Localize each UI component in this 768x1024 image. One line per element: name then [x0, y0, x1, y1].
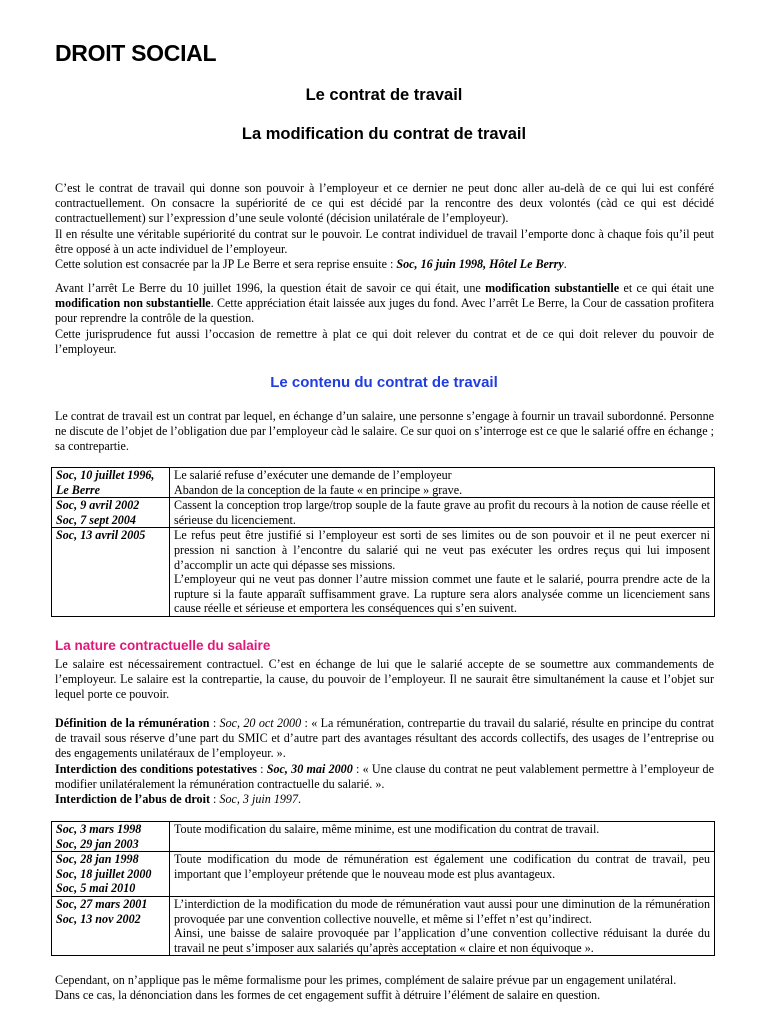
case-reference: Soc, 20 oct 2000	[219, 716, 302, 730]
case-reference-cell	[52, 896, 170, 955]
case-reference: Soc, 27 mars 2001	[56, 896, 148, 911]
case-reference: Soc, 3 mars 1998	[56, 822, 142, 836]
case-reference-cell	[52, 468, 170, 498]
definition-potestatives: Interdiction des conditions potestatives : Soc, 30 mai 2000 : « Une clause du contrat ne peut valablement permettre à l’employeur de modifier unilatéralement la rémunération contractuelle du salarié. ».	[55, 761, 714, 791]
case-reference: Soc, 16 juin 1998, Hôtel Le Berry	[396, 257, 564, 272]
case-description: Cassent la conception trop large/trop souple de la faute grave au profit du recours à la notion de cause réelle et sérieuse du licenciement.	[174, 498, 710, 527]
cependant-paragraph-1: Cependant, on n’applique pas le même formalisme pour les primes, complément de salaire prévue par un engagement unilatéral.	[55, 973, 677, 987]
avant-paragraph-1: Avant l’arrêt Le Berre du 10 juillet 1996, la question était de savoir ce qui était, une modification substantielle et ce qui était une modification non substantielle. Cette appréciation était laissée aux juges du fond. Avec l’arrêt Le Berre, la Cour de cassation profitera pour reprendre la contrôle de la question.	[55, 281, 714, 326]
contenu-heading: Le contenu du contrat de travail	[270, 374, 498, 391]
case-reference: Soc, 7 sept 2004	[56, 512, 136, 527]
case-description: Ainsi, une baisse de salaire provoquée par l’application d’une convention collective réduisant la durée du travail ne peut s’imposer aux salariés qu’après acceptation « claire et non équivoque ».	[174, 926, 710, 955]
contenu-paragraph: Le contrat de travail est un contrat par lequel, en échange d’un salaire, une personne s’engage à fournir un travail subordonné. Personne ne discute de l’objet de l’obligation due par l’employeur càd le salaire. Ce sur quoi on s’interroge est ce que le salarié offre en échange ; sa contrepartie.	[55, 409, 714, 454]
case-description-cell	[170, 528, 715, 617]
definitions-section	[55, 716, 714, 807]
case-reference: Soc, 10 juillet 1996,	[56, 468, 155, 482]
case-reference-cell	[52, 528, 170, 617]
case-reference: Soc, 28 jan 1998	[56, 852, 139, 867]
case-reference-cell	[52, 498, 170, 528]
case-description: L’interdiction de la modification du mode de rémunération vaut aussi pour une diminution de la rémunération provoquée par une convention collective nouvelle, et même si l’effet n’est qu’indirect.	[174, 896, 710, 926]
definition-abus-de-droit: Interdiction de l’abus de droit : Soc, 3 juin 1997.	[55, 792, 302, 807]
intro-paragraph-1: C’est le contrat de travail qui donne son pouvoir à l’employeur et ce dernier ne peut donc aller au-delà de ce qui lui est conféré contractuellement. On consacre la supériorité de ce qui est décidé par la rencontre des deux volontés (càd ce qui est décidé contractuellement) sur l’expression d’une seule volonté (décision unilatérale de l’employeur).	[55, 181, 714, 226]
table-row	[52, 896, 715, 955]
case-reference: Le Berre	[56, 482, 100, 497]
intro-paragraph-2: Il en résulte une véritable supériorité du contrat sur le pouvoir. Le contrat individuel de travail l’emporte donc à chaque fois qu’il peut être opposé à un acte individuel de l’employeur.	[55, 226, 714, 256]
case-description-cell	[170, 498, 715, 528]
cependant-section	[55, 973, 714, 1003]
intro-text: Cette solution est consacrée par la JP Le Berre et sera reprise ensuite :	[55, 257, 397, 272]
nature-paragraph: Le salaire est nécessairement contractuel. C’est en échange de lui que le salarié accepte de se soumettre aux commandements de l’employeur. Le salaire est la contrepartie, la cause, du pouvoir de l’employeur. Il ne saurait être simultanément la cause et l’objet sur lequel porte ce pouvoir.	[55, 657, 714, 702]
intro-paragraph-3: Cette solution est consacrée par la JP Le Berre et sera reprise ensuite : Soc, 16 juin 1998, Hôtel Le Berry.	[55, 257, 567, 272]
case-description-cell	[170, 468, 715, 498]
case-description: Toute modification du salaire, même minime, est une modification du contrat de travail.	[174, 822, 600, 836]
case-description-cell	[170, 852, 715, 897]
subject-title: Le contrat de travail	[305, 86, 463, 104]
term-substantielle: modification substantielle	[485, 281, 620, 295]
intro-section	[55, 181, 714, 272]
nature-heading: La nature contractuelle du salaire	[55, 638, 271, 653]
table-row	[52, 822, 715, 852]
case-reference: Soc, 9 avril 2002	[56, 498, 140, 513]
case-description: Abandon de la conception de la faute « en principe » grave.	[174, 482, 463, 497]
case-description: Toute modification du mode de rémunération est également une codification du contrat de travail, peu important que l’employeur prétende que le nouveau mode est plus avantageux.	[174, 852, 710, 881]
jurisprudence-table-1	[51, 467, 715, 617]
cependant-paragraph-2: Dans ce cas, la dénonciation dans les formes de cet engagement suffit à détruire l’élément de salaire en question.	[55, 988, 601, 1003]
table-row	[52, 498, 715, 528]
case-description: Le salarié refuse d’exécuter une demande de l’employeur	[174, 468, 452, 482]
case-description: Le refus peut être justifié si l’employeur est sorti de ses limites ou de son pouvoir et il ne peut exercer ni pression ni sanction à l’encontre du salarié qui ne veut pas exécuter les ordres reçus qui lui imposent d’accomplir un acte qui dépasse ses missions.	[174, 528, 710, 572]
case-reference: Soc, 13 nov 2002	[56, 911, 141, 926]
definition-remuneration: Définition de la rémunération : Soc, 20 oct 2000 : « La rémunération, contrepartie du travail du salarié, résulte en principe du contrat de travail sous réserve d’une part du SMIC et d’autre part des avantages résultant des accords collectifs, des usages de l’entreprise ou des engagements unilatéraux de l’employeur. ».	[55, 716, 714, 761]
table-row	[52, 528, 715, 617]
avant-section	[55, 281, 714, 357]
case-reference-cell	[52, 852, 170, 897]
case-reference: Soc, 13 avril 2005	[56, 528, 146, 543]
term-non-substantielle: modification non substantielle	[55, 296, 211, 311]
table-row	[52, 852, 715, 897]
table-row	[52, 468, 715, 498]
section-title: La modification du contrat de travail	[241, 125, 527, 143]
case-reference: Soc, 30 mai 2000	[266, 761, 353, 776]
jurisprudence-table-2	[51, 821, 715, 956]
case-reference-cell	[52, 822, 170, 852]
avant-paragraph-2: Cette jurisprudence fut aussi l’occasion de remettre à plat ce qui doit relever du contrat et de ce qui doit relever du pouvoir de l’employeur.	[55, 326, 714, 356]
document-title: DROIT SOCIAL	[55, 40, 217, 66]
case-reference: Soc, 18 juillet 2000	[56, 866, 152, 881]
case-description-cell	[170, 822, 715, 852]
case-description: L’employeur qui ne veut pas donner l’autre mission commet une faute et le salarié, pourra prendre acte de la rupture si la faute apparaît suffisamment grave. La rupture sera alors analysée comme un licenciement sans cause réelle et sérieuse et emportera les conséquences qui s’en suivent.	[174, 572, 710, 616]
case-reference: Soc, 3 juin 1997	[219, 792, 299, 807]
case-reference: Soc, 29 jan 2003	[56, 836, 139, 851]
case-description-cell	[170, 896, 715, 955]
case-reference: Soc, 5 mai 2010	[56, 881, 136, 896]
